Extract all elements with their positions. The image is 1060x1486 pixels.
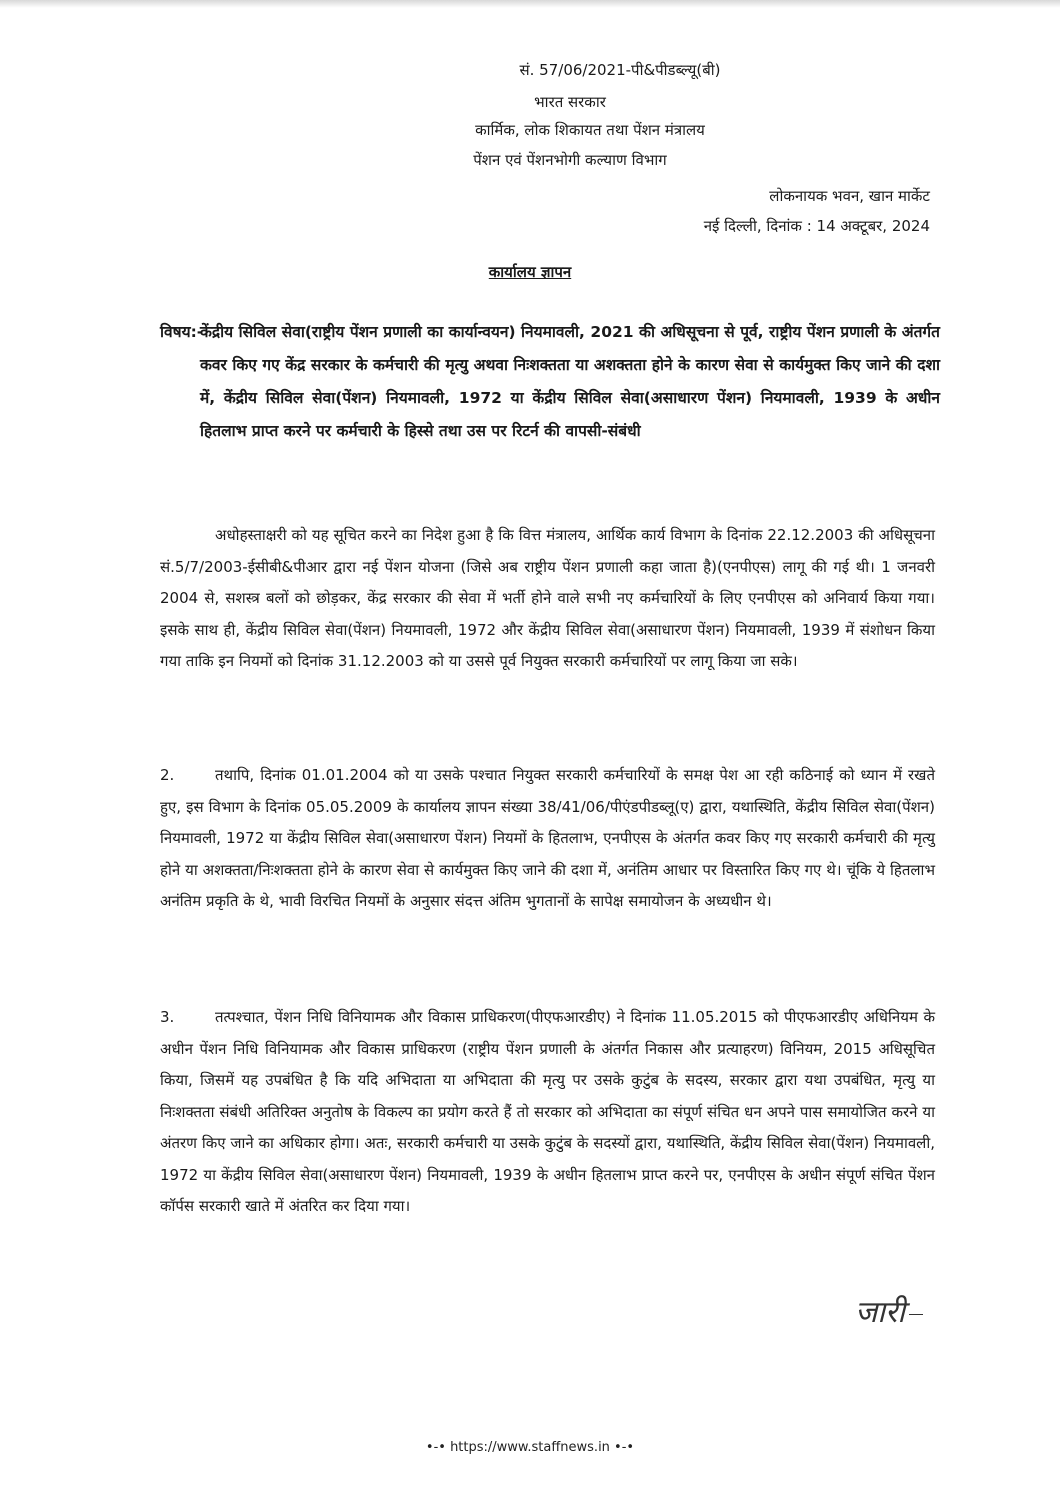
date-line: नई दिल्ली, दिनांक : 14 अक्टूबर, 2024 [703,217,930,235]
footer-link[interactable]: •-• https://www.staffnews.in •-• [425,1440,635,1455]
memo-title-text: कार्यालय ज्ञापन [488,263,572,281]
subject-label: विषय:- [160,323,204,341]
paragraph-1-text: अधोहस्ताक्षरी को यह सूचित करने का निदेश हुआ है कि वित्त मंत्रालय, आर्थिक कार्य विभाग के दिनांक 22.12.2003 की अधिसूचना सं.5/7/2003-ईसीबी&पीआर द्वारा नई पेंशन योजना (जिसे अब राष्ट्रीय पेंशन प्रणाली कहा जाता है)(एनपीएस) लागू की गई थी। 1 जनवरी 2004 से, सशस्त्र बलों को छोड़कर, केंद्र सरकार की सेवा में भर्ती होने वाले सभी नए कर्मचारियों के लिए एनपीएस को अनिवार्य किया गया। इसके साथ ही, केंद्रीय सिविल सेवा(पेंशन) नियमावली, 1972 और केंद्रीय सिविल सेवा(असाधारण पेंशन) नियमावली, 1939 में संशोधन किया गया ताकि इन नियमों को दिनांक 31.12.2003 को या उससे पूर्व नियुक्त सरकारी कर्मचारियों पर लागू किया जा सके। [160,526,935,670]
memo-title [0,262,1060,282]
paragraph-2-number: 2. [160,766,175,784]
subject-block [160,316,940,448]
government-name: भारत सरकार [534,93,606,111]
reference-number: सं. 57/06/2021-पी&पीडब्ल्यू(बी) [519,61,721,79]
paragraph-3-text: तत्पश्चात, पेंशन निधि विनियामक और विकास प्राधिकरण(पीएफआरडीए) ने दिनांक 11.05.2015 को पीएफआरडीए अधिनियम के अधीन पेंशन निधि विनियामक और विकास प्राधिकरण (राष्ट्रीय पेंशन प्रणाली के अंतर्गत निकास और प्रत्याहरण) विनियम, 2015 अधिसूचित किया, जिसमें यह उपबंधित है कि यदि अभिदाता या अभिदाता की मृत्यु पर उसके कुटुंब के सदस्य, सरकार द्वारा यथा उपबंधित, मृत्यु या निःशक्तता संबंधी अतिरिक्त अनुतोष के विकल्प का प्रयोग करते हैं तो सरकार को अभिदाता का संपूर्ण संचित धन अपने पास समायोजित करने या अंतरण किए जाने का अधिकार होगा। अतः, सरकारी कर्मचारी या उसके कुटुंब के सदस्यों द्वारा, यथास्थिति, केंद्रीय सिविल सेवा(पेंशन) नियमावली, 1972 या केंद्रीय सिविल सेवा(असाधारण पेंशन) नियमावली, 1939 के अधीन हितलाभ प्राप्त करने पर, एनपीएस के अधीन संपूर्ण संचित पेंशन कॉर्पस सरकारी खाते में अंतरित कर दिया गया। [160,1008,935,1215]
paragraph-2-text: तथापि, दिनांक 01.01.2004 को या उसके पश्चात नियुक्त सरकारी कर्मचारियों के समक्ष पेश आ रही कठिनाई को ध्यान में रखते हुए, इस विभाग के दिनांक 05.05.2009 के कार्यालय ज्ञापन संख्या 38/41/06/पीएंडपीडब्लू(ए) द्वारा, यथास्थिति, केंद्रीय सिविल सेवा(पेंशन) नियमावली, 1972 या केंद्रीय सिविल सेवा(असाधारण पेंशन) नियमों के हितलाभ, एनपीएस के अंतर्गत कवर किए गए सरकारी कर्मचारी की मृत्यु होने या अशक्तता/निःशक्तता होने के कारण सेवा से कार्यमुक्त किए जाने की दशा में, अनंतिम आधार पर विस्तारित किए गए थे। चूंकि ये हितलाभ अनंतिम प्रकृति के थे, भावी विरचित नियमों के अनुसार संदत्त अंतिम भुगतानों के सापेक्ष समायोजन के अध्यधीन थे। [160,766,935,910]
paragraph-3 [160,1002,935,1223]
department-name: पेंशन एवं पेंशनभोगी कल्याण विभाग [473,151,667,169]
scan-edge [0,0,1060,8]
continued-note: जारी [855,1290,923,1331]
subject-text: केंद्रीय सिविल सेवा(राष्ट्रीय पेंशन प्रणाली का कार्यान्वयन) नियमावली, 2021 की अधिसूचना से पूर्व, राष्ट्रीय पेंशन प्रणाली के अंतर्गत कवर किए गए केंद्र सरकार के कर्मचारी की मृत्यु अथवा निःशक्तता या अशक्तता होने के कारण सेवा से कार्यमुक्त किए जाने की दशा में, केंद्रीय सिविल सेवा(पेंशन) नियमावली, 1972 या केंद्रीय सिविल सेवा(असाधारण पेंशन) नियमावली, 1939 के अधीन हितलाभ प्राप्त करने पर कर्मचारी के हिस्से तथा उस पर रिटर्न की वापसी-संबंधी [200,323,940,440]
office-address: लोकनायक भवन, खान मार्केट [769,187,930,205]
paragraph-1 [160,520,935,678]
paragraph-3-number: 3. [160,1008,175,1026]
ministry-name: कार्मिक, लोक शिकायत तथा पेंशन मंत्रालय [475,121,705,139]
paragraph-2 [160,760,935,918]
